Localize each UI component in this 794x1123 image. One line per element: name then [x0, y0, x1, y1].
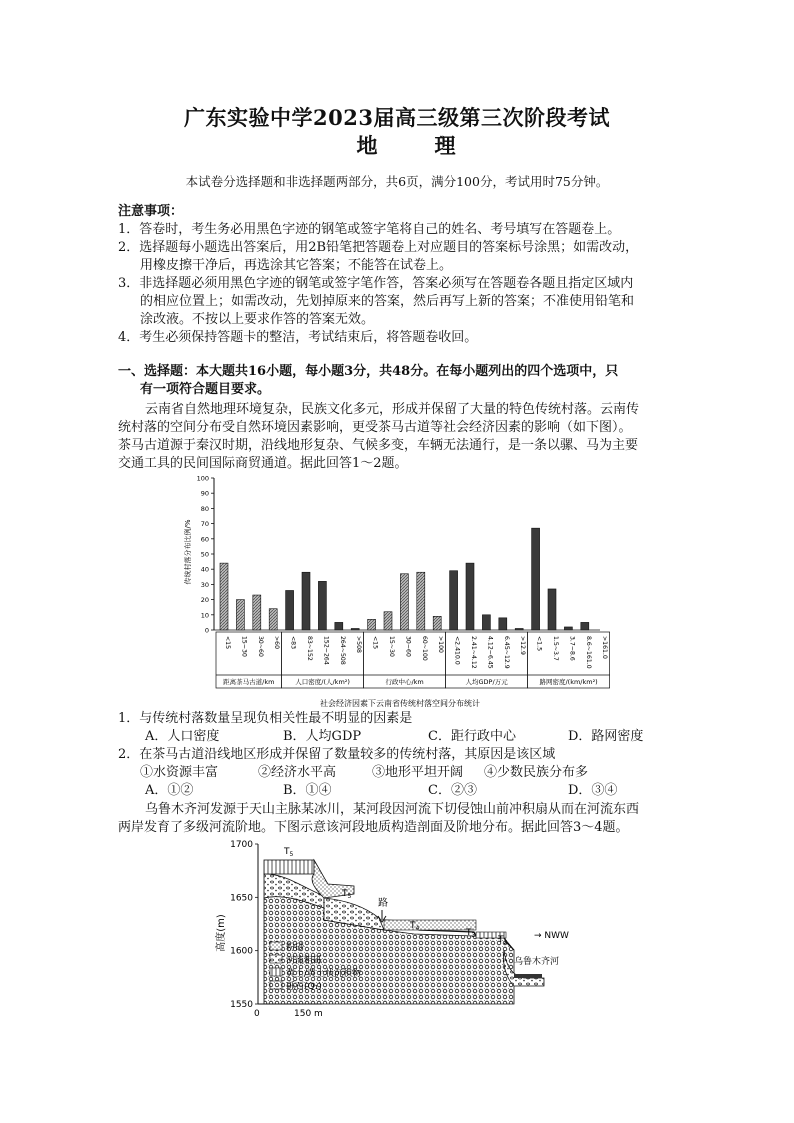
river-label: 乌鲁木齐河	[514, 957, 560, 967]
para-line: 乌鲁木齐河发源于天山主脉某冰川，某河段因河流下切侵蚀山前冲积扇从而在河流东西	[145, 802, 640, 817]
q2-item-3: ③地形平坦开阔	[372, 765, 464, 780]
elevation-tick-label: 1650	[230, 893, 253, 904]
bar	[302, 572, 310, 630]
loess-layer	[264, 860, 314, 874]
q1-option-d: D．路网密度	[568, 729, 644, 744]
section-heading-cont: 有一项符合题目要求。	[140, 382, 271, 397]
note-line: 2．选择题每小题选出答案后，用2B铅笔把答题卷上对应题目的答案标号涂黑；如需改动，	[118, 240, 639, 255]
notes-heading: 注意事项：	[118, 204, 184, 219]
x-tick-label: 4.12~6.45	[486, 636, 494, 669]
y-tick-label: 40	[200, 565, 209, 574]
terrace-label: $T_2$	[498, 935, 508, 946]
y-tick-label: 20	[200, 596, 209, 605]
y-tick-label: 30	[200, 580, 209, 589]
x-tick-label: 8.6~161.0	[584, 636, 592, 669]
group-label: 路网密度/(km/km²)	[539, 678, 598, 686]
x-tick-label: >12.9	[519, 636, 527, 655]
q1-option-a: A．人口密度	[145, 729, 220, 744]
x-tick-label: >161.0	[601, 636, 609, 659]
q2-option-a: A．①②	[145, 783, 194, 798]
x-tick-label: 30~60	[256, 636, 264, 657]
bar	[236, 600, 244, 630]
x-tick-label: 83~152	[306, 636, 313, 661]
elevation-tick-label: 1550	[230, 1000, 253, 1010]
y-tick-label: 0	[204, 626, 209, 635]
x-tick-label: 2.41~4.12	[470, 636, 477, 669]
bar	[220, 563, 228, 630]
bar	[450, 571, 458, 630]
para-line: 云南省自然地理环境复杂，民族文化多元，形成并保留了大量的特色传统村落。云南传	[145, 402, 640, 417]
direction-label: → NWW	[534, 931, 569, 941]
q2-item-2: ②经济水平高	[258, 765, 337, 780]
q2-item-4: ④少数民族分布多	[484, 765, 589, 780]
chart-title: 社会经济因素下云南省传统村落空间分布统计	[320, 699, 480, 708]
para-line: 两岸发育了多级河流阶地。下图示意该河段地质构造剖面及阶地分布。据此回答3～4题。	[118, 820, 629, 835]
question-2-stem: 2．在茶马古道沿线地区形成并保留了数量较多的传统村落，其原因是该区域	[118, 747, 556, 762]
bar	[466, 563, 474, 630]
q2-item-1: ①水资源丰富	[140, 765, 219, 780]
scale-label: 150 m	[294, 1009, 323, 1018]
question-1-stem: 1．与传统村落数量呈现负相关性最不明显的因素是	[118, 711, 413, 726]
q1-option-b: B．人均GDP	[283, 729, 362, 744]
y-tick-label: 10	[200, 611, 209, 620]
exam-title: 广东实验中学2023届高三级第三次阶段考试	[184, 105, 610, 130]
x-tick-label: 1.5~3.7	[552, 636, 559, 661]
bar	[564, 627, 572, 630]
x-tick-label: 30~60	[404, 636, 412, 657]
bar	[417, 572, 425, 630]
elevation-tick-label: 1600	[230, 946, 253, 957]
x-tick-label: 6.45~12.9	[502, 636, 510, 669]
y-tick-label: 60	[200, 535, 209, 544]
village-distribution-chart	[180, 472, 620, 710]
q2-option-d: D．③④	[568, 783, 618, 798]
note-line: 用橡皮擦干净后，再选涂其它答案；不能答在试卷上。	[140, 258, 453, 273]
x-tick-label: <15	[224, 636, 231, 650]
scale-zero: 0	[254, 1009, 260, 1018]
para-line: 统村落的空间分布受自然环境因素影响，更受茶马古道等社会经济因素的影响（如下图）。	[118, 420, 632, 435]
bar	[581, 622, 589, 630]
terrace-label: $T_3$	[466, 928, 476, 939]
bar	[515, 628, 523, 630]
river-water	[514, 974, 542, 978]
y-tick-label: 70	[200, 520, 209, 529]
bar	[400, 574, 408, 630]
x-tick-label: >100	[437, 636, 445, 653]
y-tick-label: 100	[196, 474, 209, 483]
x-tick-label: 3.7~8.6	[568, 636, 576, 661]
x-tick-label: 264~508	[338, 636, 346, 665]
y-tick-label: 50	[200, 550, 209, 559]
legend-label: 黄土/黄土状沉积物	[286, 969, 362, 979]
x-tick-label: <83	[289, 636, 297, 650]
para-line: 茶马古道源于秦汉时期，沿线地形复杂、气候多变，车辆无法通行，是一条以骡、马为主要	[118, 438, 639, 453]
bar	[532, 528, 540, 630]
group-label: 距离茶马古道/km	[223, 678, 275, 686]
elevation-axis	[230, 840, 258, 1010]
legend-label: 粉砂	[286, 943, 305, 953]
bar	[433, 616, 441, 630]
x-tick-label: >60	[273, 636, 281, 650]
bar	[253, 595, 261, 630]
elevation-axis-label: 高度(m)	[216, 914, 227, 952]
x-tick-label: <1.5	[535, 636, 543, 652]
x-tick-label: 15~30	[240, 636, 248, 657]
legend-label: 河流粗砾	[286, 956, 323, 966]
group-label: 行政中心/km	[385, 678, 424, 686]
x-tick-label: >508	[355, 636, 363, 653]
note-line: 的相应位置上；如需改动，先划掉原来的答案，然后再写上新的答案；不准使用铅笔和	[140, 294, 635, 309]
section-heading: 一、选择题：本大题共16小题，每小题3分，共48分。在每小题列出的四个选项中，只	[118, 364, 619, 379]
terrace-label: $T_4$	[410, 921, 420, 932]
bar	[482, 615, 490, 630]
q1-option-c: C．距行政中心	[428, 729, 516, 744]
exam-intro: 本试卷分选择题和非选择题两部分，共6页，满分100分，考试用时75分钟。	[185, 174, 609, 189]
note-line: 1．答卷时，考生务必用黑色字迹的钢笔或签字笔将自己的姓名、考号填写在答题卷上。	[118, 222, 621, 237]
legend-label: 砾石(Q₁)	[286, 982, 322, 992]
bar	[368, 619, 376, 630]
q2-option-b: B．①④	[283, 783, 332, 798]
y-tick-label: 80	[200, 504, 209, 513]
bar	[286, 590, 294, 630]
bar	[548, 589, 556, 630]
bars-layer	[220, 528, 589, 630]
x-tick-label: <15	[371, 636, 379, 650]
bar	[499, 618, 507, 630]
x-tick-label: 15~30	[388, 636, 395, 657]
terrace-cross-section	[214, 838, 604, 1018]
legend-swatch-gravel	[270, 981, 282, 989]
legend-swatch-silt	[270, 942, 282, 950]
bar	[351, 628, 359, 630]
terrace-label: $T_5$	[342, 889, 352, 900]
bar	[318, 581, 326, 630]
note-line: 涂改液。不按以上要求作答的答案无效。	[140, 312, 375, 327]
legend-swatch-coarse-gravel	[270, 955, 282, 963]
x-tick-label: 60~100	[420, 636, 428, 661]
note-line: 4．考生必须保持答题卡的整洁，考试结束后，将答题卷收回。	[118, 330, 478, 345]
subject-title: 地 理	[356, 133, 474, 158]
note-line: 3．非选择题必须用黑色字迹的钢笔或签字笔作答，答案必须写在答题卷各题且指定区域内	[118, 276, 634, 291]
group-label: 人均GDP/万元	[465, 678, 508, 686]
terrace-label: $T_5$	[284, 847, 294, 858]
bar	[384, 612, 392, 630]
group-label: 人口密度/(人/km²)	[295, 678, 350, 686]
q2-option-c: C．②③	[428, 783, 477, 798]
para-line: 交通工具的民间国际商贸通道。据此回答1～2题。	[118, 456, 408, 471]
elevation-tick-label: 1700	[230, 840, 253, 850]
y-tick-label: 90	[200, 489, 209, 498]
road-label: 路	[378, 898, 388, 909]
y-axis-label: 传统村落分布比例/%	[184, 519, 192, 585]
bar	[335, 622, 343, 630]
silt-layer	[384, 920, 476, 930]
x-tick-label: <2.410.0	[453, 636, 461, 665]
legend-swatch-loess	[270, 968, 282, 976]
bar	[269, 609, 277, 630]
x-tick-label: 152~264	[322, 636, 330, 665]
